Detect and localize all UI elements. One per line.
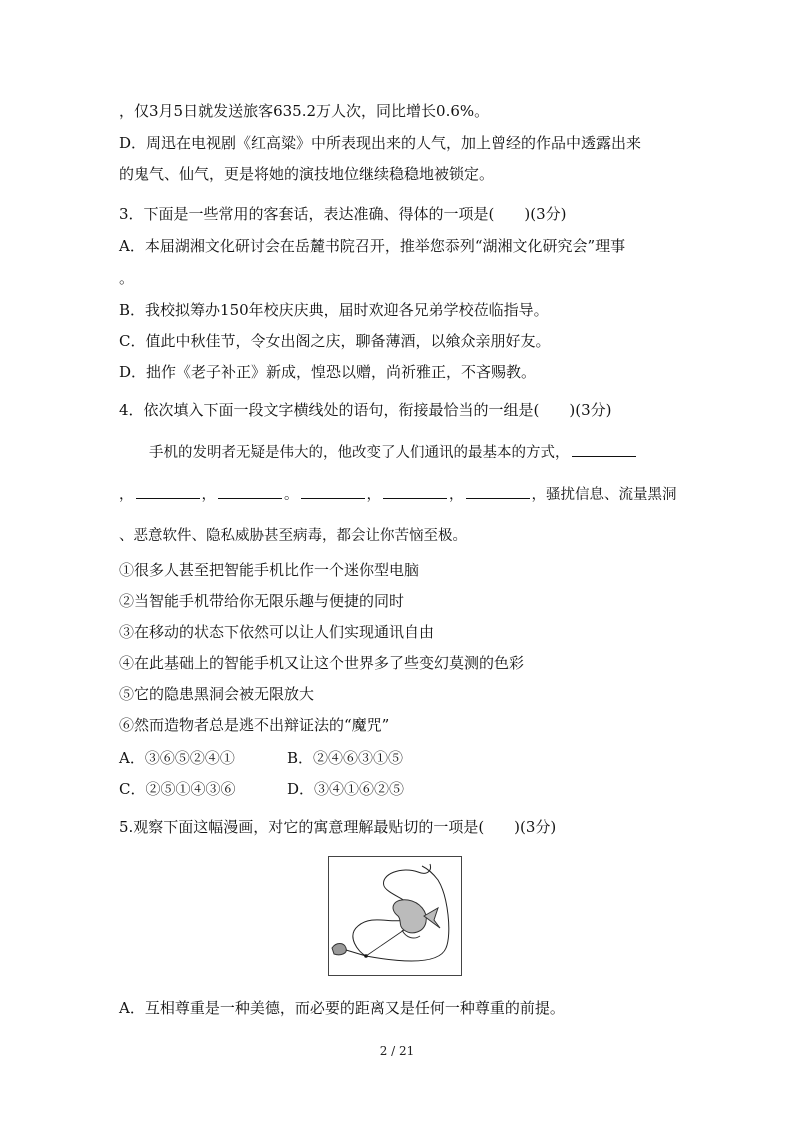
question-4-stem: 4．依次填入下面一段文字横线处的语句，衔接最恰当的一组是( )(3分) [119,401,612,419]
separator: 。 [284,487,299,503]
separator: ， [201,487,216,503]
passage-line-2 [119,484,677,505]
separator: ， [119,487,134,503]
sentence-2: ②当智能手机带给你无限乐趣与便捷的同时 [119,592,405,610]
sentence-5: ⑤它的隐患黑洞会被无限放大 [119,685,315,703]
blank-line [466,484,530,499]
blank-line [572,442,636,457]
blank-line [301,484,365,499]
blank-line [383,484,447,499]
option-d-line-2: 的鬼气、仙气，更是将她的演技地位继续稳稳地被锁定。 [119,165,495,183]
question-5-stem: 5.观察下面这幅漫画，对它的寓意理解最贴切的一项是( )(3分) [119,818,557,836]
q4-option-b: B．②④⑥③①⑤ [287,749,404,767]
q5-option-a: A．互相尊重是一种美德，而必要的距离又是任何一种尊重的前提。 [119,999,565,1017]
blank-line [218,484,282,499]
q3-option-b: B．我校拟筹办150年校庆庆典，届时欢迎各兄弟学校莅临指导。 [119,301,549,319]
q3-option-c: C．值此中秋佳节，令女出阁之庆，聊备薄酒，以飨众亲朋好友。 [119,332,551,350]
q3-option-a-line-2: 。 [119,269,135,287]
q4-option-a: A．③⑥⑤②④① [119,749,235,767]
text-line-continuation: ，仅3月5日就发送旅客635.2万人次，同比增长0.6%。 [119,102,490,120]
page-number: 2 / 21 [379,1044,415,1058]
question-3-stem: 3．下面是一些常用的客套话，表达准确、得体的一项是( )(3分) [119,205,567,223]
sentence-4: ④在此基础上的智能手机又让这个世界多了些变幻莫测的色彩 [119,654,525,672]
passage-text-1: 手机的发明者无疑是伟大的，他改变了人们通讯的最基本的方式， [149,445,570,461]
cartoon-image [328,856,462,976]
sentence-3: ③在移动的状态下依然可以让人们实现通讯自由 [119,623,435,641]
sentence-1: ①很多人甚至把智能手机比作一个迷你型电脑 [119,561,420,579]
passage-line-3: 、恶意软件、隐私威胁甚至病毒，都会让你苦恼至极。 [119,528,467,544]
q3-option-a-line-1: A．本届湖湘文化研讨会在岳麓书院召开，推举您忝列“湖湘文化研究会”理事 [119,237,626,255]
q3-option-d: D．拙作《老子补正》新成，惶恐以赠，尚祈雅正，不吝赐教。 [119,363,537,381]
q4-option-d: D．③④①⑥②⑤ [287,780,405,798]
separator: ， [366,487,381,503]
passage-line-1 [149,442,638,463]
q4-option-c: C．②⑤①④③⑥ [119,780,236,798]
passage-tail: ，骚扰信息、流量黑洞 [531,487,677,503]
separator: ， [449,487,464,503]
option-d-line-1: D．周迅在电视剧《红高粱》中所表现出来的人气，加上曾经的作品中透露出来 [119,134,642,152]
blank-line [136,484,200,499]
sentence-6: ⑥然而造物者总是逃不出辩证法的“魔咒” [119,716,390,734]
